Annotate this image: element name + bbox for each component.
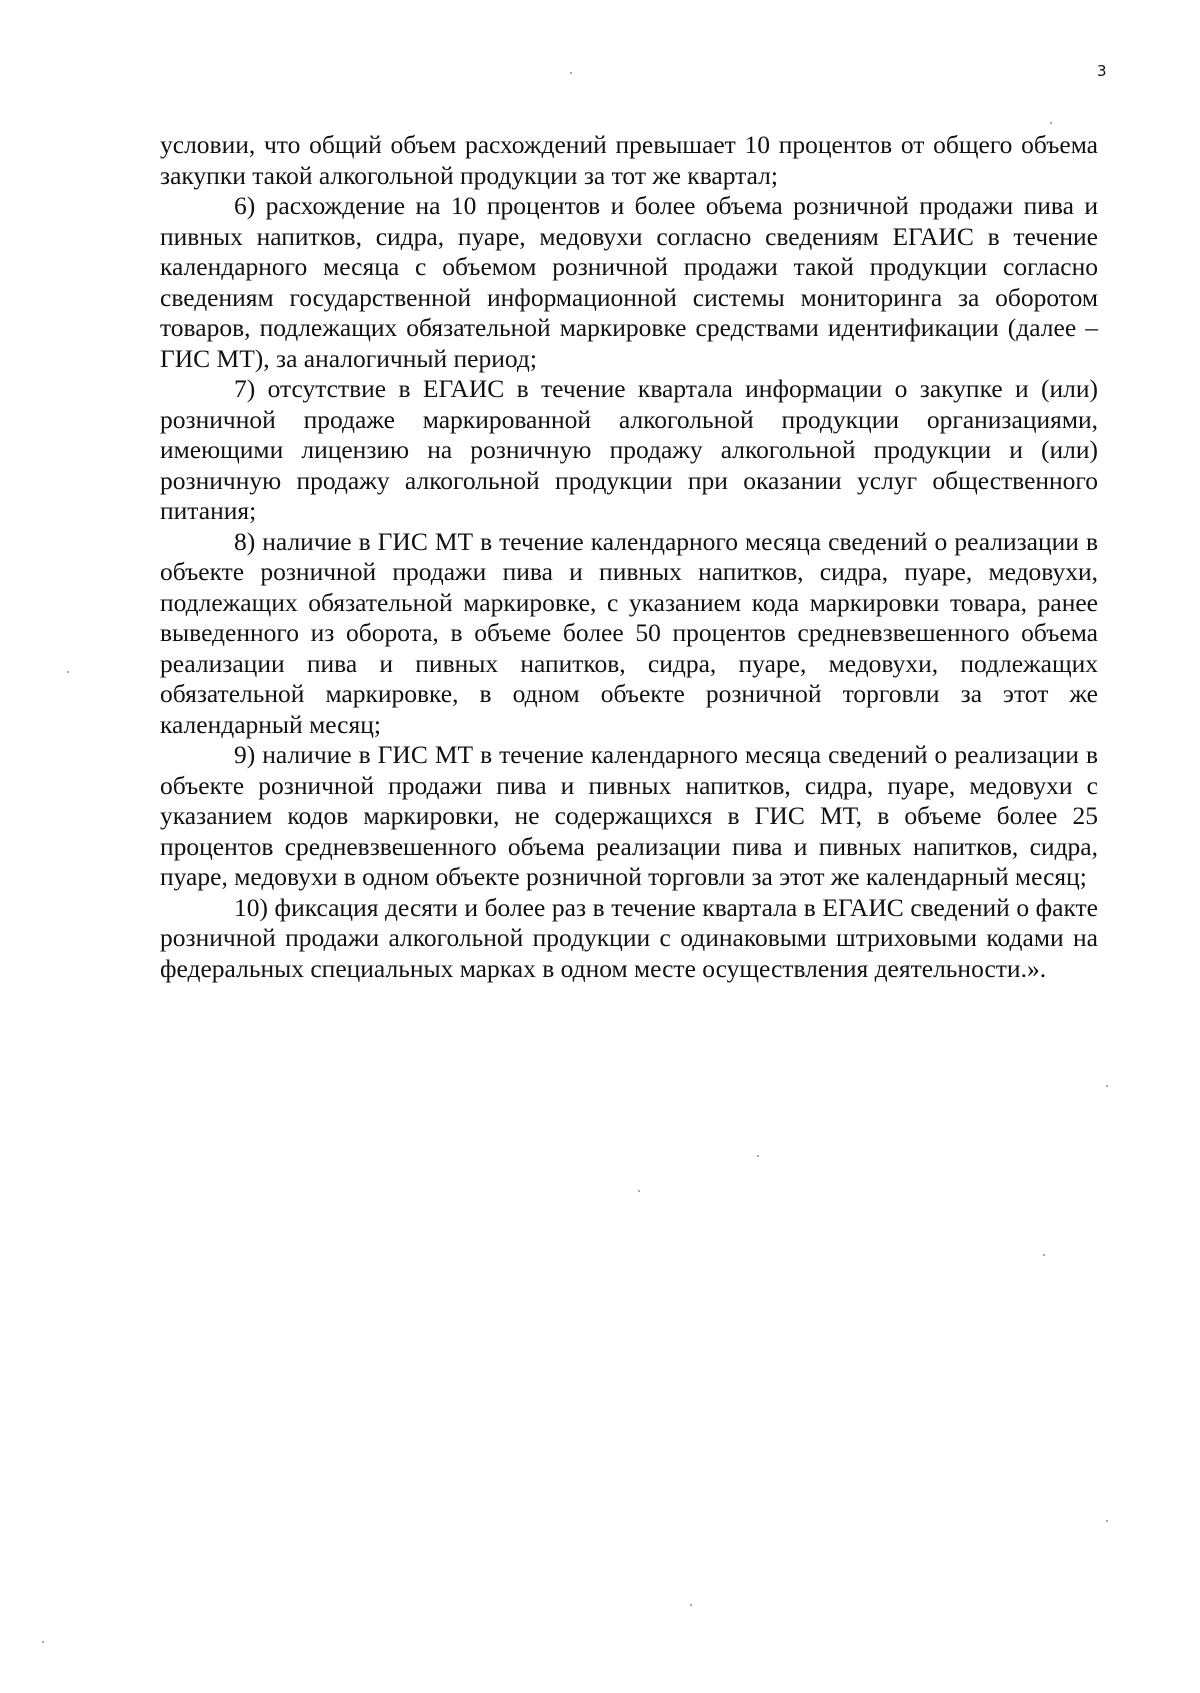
paragraph-continuation: условии, что общий объем расхождений превышает 10 процентов от общего объема закупки такой алкогольной продукции за тот же квартал; — [160, 130, 1098, 190]
scan-speck — [1043, 1254, 1045, 1256]
list-item-9: 9) наличие в ГИС МТ в течение календарного месяца сведений о реализации в объекте розничной продажи пива и пивных напитков, сидра, пуаре, медовухи с указанием кодов маркировки, не содержащихся в ГИС МТ, в объеме более 25 процентов средневзвешенного объема реализации пива и пивных напитков, сидра, пуаре, медовухи в одном объекте розничной торговли за этот же календарный месяц; — [160, 740, 1098, 891]
scan-speck — [1050, 122, 1052, 124]
scan-speck — [67, 671, 69, 673]
document-body — [160, 130, 1098, 984]
list-item-7: 7) отсутствие в ЕГАИС в течение квартала информации о закупке и (или) розничной продаже маркированной алкогольной продукции организациями, имеющими лицензию на розничную продажу алкогольной продукции и (или) розничную продажу алкогольной продукции при оказании услуг общественного питания; — [160, 374, 1098, 525]
scan-speck — [42, 1641, 44, 1643]
page-number: 3 — [1097, 62, 1107, 80]
scan-speck — [690, 1604, 692, 1606]
scan-speck — [638, 1190, 640, 1192]
scan-speck — [1106, 1520, 1108, 1522]
list-item-8: 8) наличие в ГИС МТ в течение календарного месяца сведений о реализации в объекте розничной продажи пива и пивных напитков, сидра, пуаре, медовухи, подлежащих обязательной маркировке, с указанием кода маркировки товара, ранее выведенного из оборота, в объеме более 50 процентов средневзвешенного объема реализации пива и пивных напитков, сидра, пуаре, медовухи, подлежащих обязательной маркировке, в одном объекте розничной торговли за этот же календарный месяц; — [160, 526, 1098, 739]
list-item-6: 6) расхождение на 10 процентов и более объема розничной продажи пива и пивных напитков, сидра, пуаре, медовухи согласно сведениям ЕГАИС в течение календарного месяца с объемом розничной продажи такой продукции согласно сведениям государственной информационной системы мониторинга за оборотом товаров, подлежащих обязательной маркировке средствами идентификации (далее – ГИС МТ), за аналогичный период; — [160, 191, 1098, 373]
scan-speck — [757, 1155, 759, 1157]
list-item-10: 10) фиксация десяти и более раз в течение квартала в ЕГАИС сведений о факте розничной продажи алкогольной продукции с одинаковыми штриховыми кодами на федеральных специальных марках в одном месте осуществления деятельности.». — [160, 892, 1098, 983]
scan-speck — [570, 72, 572, 74]
scan-speck — [1106, 1085, 1108, 1087]
